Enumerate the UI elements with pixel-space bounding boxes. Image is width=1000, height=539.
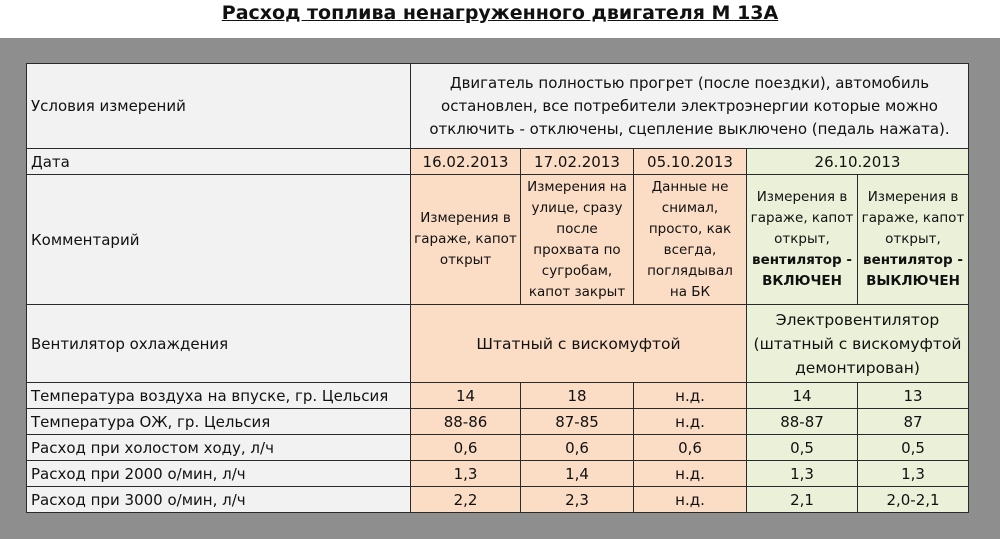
- value-cell: 1,3: [411, 461, 521, 487]
- date-cell: 17.02.2013: [521, 149, 634, 175]
- value-cell: 13: [858, 383, 969, 409]
- date-row: [27, 149, 969, 175]
- row-label: Расход при 3000 о/мин, л/ч: [27, 487, 411, 513]
- value-cell: 0,6: [521, 435, 634, 461]
- value-cell: 2,2: [411, 487, 521, 513]
- comment-label: Комментарий: [27, 175, 411, 305]
- value-cell: 14: [747, 383, 858, 409]
- value-cell: н.д.: [634, 409, 747, 435]
- value-cell: 0,6: [411, 435, 521, 461]
- fan-row: [27, 305, 969, 383]
- value-cell: 2,0-2,1: [858, 487, 969, 513]
- value-cell: 2,3: [521, 487, 634, 513]
- value-cell: 14: [411, 383, 521, 409]
- value-cell: 88-86: [411, 409, 521, 435]
- row-label: Температура воздуха на впуске, гр. Цельсия: [27, 383, 411, 409]
- value-cell: 18: [521, 383, 634, 409]
- value-cell: 1,3: [858, 461, 969, 487]
- row-label: Расход при холостом ходу, л/ч: [27, 435, 411, 461]
- value-cell: 88-87: [747, 409, 858, 435]
- comment-emphasis: вентилятор - ВКЛЮЧЕН: [752, 252, 852, 289]
- table-row: [27, 461, 969, 487]
- value-cell: 0,6: [634, 435, 747, 461]
- value-cell: 0,5: [747, 435, 858, 461]
- row-label: Температура ОЖ, гр. Цельсия: [27, 409, 411, 435]
- value-cell: 87: [858, 409, 969, 435]
- comment-cell: [858, 175, 969, 305]
- date-cell: 26.10.2013: [747, 149, 969, 175]
- value-cell: 87-85: [521, 409, 634, 435]
- table-row: [27, 487, 969, 513]
- fuel-consumption-table: [26, 63, 969, 513]
- comment-emphasis: вентилятор - ВЫКЛЮЧЕН: [863, 252, 963, 289]
- comment-cell: Измерения на улице, сразу после прохвата по сугробам, капот закрыт: [521, 175, 634, 305]
- page-title: Расход топлива ненагруженного двигателя М 13А: [221, 2, 779, 24]
- value-cell: 1,4: [521, 461, 634, 487]
- conditions-label: Условия измерений: [27, 64, 411, 149]
- table-row: [27, 383, 969, 409]
- comment-row: [27, 175, 969, 305]
- conditions-value: Двигатель полностью прогрет (после поездки), автомобиль остановлен, все потребители электроэнергии которые можно отключить - отключены, сцепление выключено (педаль нажата).: [411, 64, 969, 149]
- comment-text: Измерения в гараже, капот открыт,: [750, 189, 854, 247]
- row-label: Расход при 2000 о/мин, л/ч: [27, 461, 411, 487]
- value-cell: н.д.: [634, 461, 747, 487]
- date-cell: 16.02.2013: [411, 149, 521, 175]
- value-cell: 1,3: [747, 461, 858, 487]
- conditions-row: [27, 64, 969, 149]
- table-row: [27, 435, 969, 461]
- table-row: [27, 409, 969, 435]
- comment-cell: Данные не снимал, просто, как всегда, поглядывал на БК: [634, 175, 747, 305]
- value-cell: н.д.: [634, 383, 747, 409]
- date-label: Дата: [27, 149, 411, 175]
- value-cell: 2,1: [747, 487, 858, 513]
- comment-cell: [747, 175, 858, 305]
- date-cell: 05.10.2013: [634, 149, 747, 175]
- fan-label: Вентилятор охлаждения: [27, 305, 411, 383]
- fan-electric-cell: Электровентилятор (штатный с вискомуфтой демонтирован): [747, 305, 969, 383]
- comment-text: Измерения в гараже, капот открыт,: [861, 189, 965, 247]
- value-cell: 0,5: [858, 435, 969, 461]
- value-cell: н.д.: [634, 487, 747, 513]
- fan-stock-cell: Штатный с вискомуфтой: [411, 305, 747, 383]
- comment-cell: Измерения в гараже, капот открыт: [411, 175, 521, 305]
